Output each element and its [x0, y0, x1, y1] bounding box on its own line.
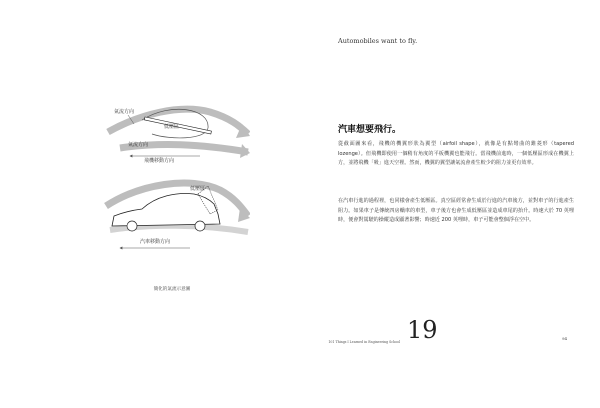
airflow-arrow-bottom-head	[240, 144, 250, 158]
section-heading: 汽車想要飛行。	[338, 125, 402, 135]
label-low-pressure-car: 低壓區	[190, 186, 206, 192]
airflow-diagram	[100, 90, 250, 280]
label-airflow-mid: 氣流方向	[128, 142, 149, 148]
car-front-wheel	[127, 221, 137, 231]
book-title-footer: 101 Things I Learned in Engineering School	[328, 340, 400, 344]
diagram-caption: 簡化的氣流示意圖	[153, 287, 191, 292]
page-number: 94	[562, 336, 568, 341]
label-airflow-top: 氣流方向	[114, 109, 135, 115]
label-car-direction: 汽車移動方向	[140, 239, 171, 245]
paragraph: 在汽車行進的過程裡，也同樣會產生低壓區。真空區經常會生成於行進的汽車後方，並對車子的行進產生阻力。如果車子是傳統四房轎車的車型，車子後方也會生成低壓區並造成車尾的抬升。時速大於 70 英哩時，便會對駕駛的操縱造成顯著影響；時速近 200 英哩時，車子可能會整個浮在空中。	[338, 198, 574, 224]
label-low-pressure-top: 低壓區	[164, 124, 180, 130]
label-plane-direction: 飛機移動方向	[144, 158, 175, 164]
paragraph: 從截面圖來看，飛機的機翼形狀為翼型（airfoil shape），就像是有點彎曲的錐菱形（tapered lozenge）。但飛機即使用一個稍有角度的平板機翼也能飛行。當飛機前進時，一個低壓區形成在機翼上方，並將飛機「吸」進天空裡。然而，機翼的翼型讓氣流會產生較少的阻力並更有效率。	[338, 141, 574, 167]
car-rear-wheel	[195, 221, 205, 231]
running-head: Automobiles want to fly.	[338, 37, 418, 45]
chapter-number: 19	[407, 316, 438, 344]
car-body	[112, 194, 220, 226]
